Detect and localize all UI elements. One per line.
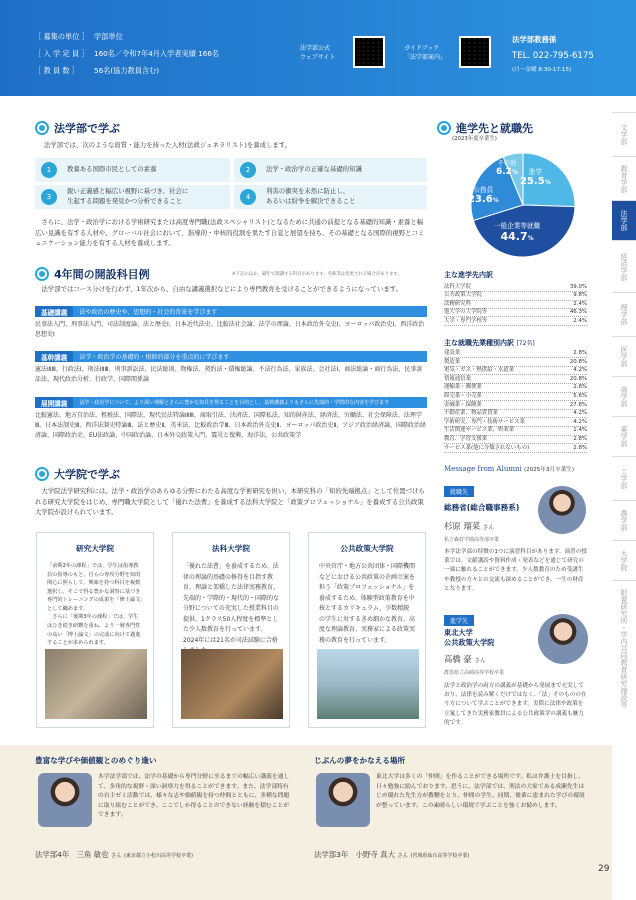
tab-item[interactable]: 経済学部 [612, 240, 636, 292]
bottom-panel [0, 745, 612, 900]
tab-item[interactable]: 理学部 [612, 292, 636, 336]
section-title-grad: 大学院で学ぶ [35, 466, 120, 482]
pie-label: 進学 25.5% [520, 168, 551, 187]
stat-row: 金融業・保険業 27.8% [444, 402, 587, 410]
point-item: 1 教養ある国際市民としての素養 [35, 158, 230, 182]
bottom-right-person: 法学部3年 小野寺 真大 さん (宮城県仙台高等学校卒業) [314, 850, 470, 859]
bottom-right-title: じぶんの夢をかなえる場所 [314, 756, 406, 765]
info-row: ［ 教 員 数 ］ 56名(協力教員含む) [34, 66, 160, 75]
stat-row: 運輸業・郵便業 2.8% [444, 384, 587, 392]
tab-item[interactable]: 歯学部 [612, 376, 636, 416]
bullet-icon [35, 467, 49, 481]
alumni-school: 群馬県立高崎高等学校卒業 [444, 670, 505, 676]
advance-title: 主な進学先内訳 [444, 271, 493, 279]
stat-row: 情報通信業 20.8% [444, 376, 587, 384]
bottom-left-body: 本学法学部では、法学の基礎から専門分野に至るまでの幅広い講義を通して、多角的な視野・深い洞察力を得ることができます。また、法学部特有の自主ゼミ活動では、様々な志や価値観を持つ仲間とともに、多種な問題に取り組むことができ、ここでしか得ることのできない経験を積むことができます。 [98, 774, 290, 819]
pie-label: 一般企業等就職 44.7% [494, 222, 541, 243]
block-body: 比較憲法、地方自治法、租税法、国際法、現代民法特論ⅠⅡⅢ、商取引法、決済法、国際私法、知的財産法、経済法、労働法、社会保障法、法理学Ⅲ、日本法制史Ⅲ、西洋法制史特論Ⅲ、法と歴史Ⅱ、英米法、比較政治学Ⅲ、日本政治外交史Ⅱ、ヨーロッパ政治史Ⅱ、アジア政治経済論、国際政治経済論、国際政治史、EU法政論、中国政治論、日本外交政策入門、震災と復興、海洋法、公共政策学 [35, 412, 427, 439]
info-row: ［ 募集の単位 ］ 学部単位 [34, 32, 123, 41]
section-title-career: 進学先と就職先 [437, 120, 533, 136]
block-bar: 基幹講義 法学・政治学の基礎的・根幹的部分を重点的に学びます [35, 351, 427, 362]
alumni-school: 私立森村学園高等部卒業 [444, 537, 500, 543]
qr2-label: ガイドブック 「法学部案内」 [404, 45, 447, 61]
stat-row: 電気・ガス・熱供給・水道業 4.2% [444, 367, 587, 375]
classroom-photo [45, 649, 147, 719]
stat-row: 他大学の大学院等 46.3% [444, 309, 587, 317]
learn-intro: 法学部では、次のような資質・能力を持った人材(法政ジェネラリスト)を養成します。 [44, 141, 292, 149]
subjects-intro: 法学部ではコース分けを行わず、1年次から、自由な講義選択などにより専門教育を受けることができるようになっています。 [35, 285, 402, 293]
pie-label: その他 6.2% [496, 160, 518, 177]
alumni-message: 法学と政治学の両方の講義が基礎から発展まで充実しており、法律を読み解くだけではなく、「法」そのものの在り方について学ぶことができます。実際に法律や政策を立案してきた実務家教員による公共政策学の講義も魅力的です。 [444, 683, 587, 726]
alumni-name: 高橋 豪 さん [444, 654, 486, 664]
grad-card: 研究大学院 「前期2年の課程」では、学生は指導教員の指導のもと、自らの専攻分野を知的関心に照らして、興味を持つ科目を複数選択し、そこで得る豊かな洞察に基づき専門的トレーニングの成果を「修士論文」として纏めます。 さらに「後期3年の課程」では、学生はひき続き研鑽を重ね、より一層専門性の高い「博士論文」の完成に向けて邁進することが求められます。 [36, 532, 154, 728]
block-body: 民事法入門、刑事法入門、司法制度論、法と歴史Ⅰ、日本近代法史、比較法社会論、法学の理論、日本政治外交史Ⅰ、ヨーロッパ政治史Ⅰ、西洋政治思想史Ⅰ [35, 321, 425, 338]
tab-item[interactable]: 薬学部 [612, 416, 636, 456]
stat-row: 大学・専門学校等 2.4% [444, 318, 587, 326]
qr-code-guidebook[interactable] [459, 36, 491, 68]
stat-row: 不動産業、物品賃貸業 4.2% [444, 410, 587, 418]
stat-row: 製造業 20.8% [444, 359, 587, 367]
bullet-icon [437, 121, 451, 135]
point-item: 3 鋭い正義感と幅広い視野に基づき、社会に 生起する問題を発見かつ分析できること [35, 185, 230, 209]
stat-row: 生活関連サービス業、娯楽業 1.4% [444, 427, 587, 435]
fieldwork-photo [317, 649, 419, 719]
grad-card: 公共政策大学院 中央官庁・地方公共団体・国際機関などにおける公共政策の企画立案を担う「政策プロフェッショナル」を養成するため、体験型政策教育を中核とするカリキュラム、少数精鋭の学生に対するきめ細かな教育、高度な理論教育、実務家による政策実務の教育を行っています。 [308, 532, 426, 728]
subjects-note: ※下記のほか、隔年で開講する科目があります。名称等は変更される場合があります。 [232, 272, 402, 277]
alumni-tag: 進学先 [444, 615, 474, 626]
alumni-photo [538, 614, 588, 664]
tab-item[interactable]: 大学院 [612, 540, 636, 580]
courtroom-photo [181, 649, 283, 719]
student-photo [38, 773, 92, 827]
section-title-subjects: 4年間の開設科目例 [35, 266, 150, 282]
alumni-photo [538, 486, 586, 534]
alumni-name: 杉原 瑠菜 さん [444, 521, 495, 531]
stat-row: 建設業 2.8% [444, 350, 587, 358]
block-bar: 展開講義 法学・政治学について、より深い理解とさらに豊かな知見を得ることを目的とし、基幹講義よりもさらに先端的・学際的な内容を学びます [35, 397, 427, 408]
stat-row: 公共政策大学院 9.8% [444, 292, 587, 300]
qr1-label: 法学部公式 ウェブサイト [300, 45, 336, 61]
tab-item[interactable]: 工学部 [612, 456, 636, 500]
info-row: ［ 入 学 定 員 ］ 160名／令和7年4月入学者実績 166名 [34, 49, 220, 58]
tab-item[interactable]: 教育学部 [612, 156, 636, 200]
bottom-right-body: 東北大学は多くの「仲間」を作ることができる場所です。私は弁護士を目指し、日々勉強に励んでおります。思うに、法学部では、刑法の大家である成瀬先生はじめ優れた先生方が教鞭をとり、仲間の学生、同期、後輩に恵まれた学びの環境が整っています。この素晴らしい環境で学ぶことを強くお勧めします。 [376, 774, 585, 809]
stat-row: 法務研究科 2.4% [444, 301, 587, 309]
bottom-left-title: 豊富な学びや価値観とのめぐり逢い [35, 756, 157, 765]
pie-label: 公務員 23.6% [468, 186, 499, 205]
office-name: 法学部教務係 [512, 35, 557, 44]
tab-item[interactable]: 文学部 [612, 112, 636, 156]
alumni-tag: 就職先 [444, 486, 474, 497]
grad-card: 法科大学院 「優れた法曹」を養成するため、法律の理論的基礎の修得を目指す教育、理論と架橋した法律実務教育、先端的・学際的・現代的・国際的な分野についての充実した授業科目の提供、1クラス50人程度を標準とした少人数教育を行っています。2024年には21名が司法試験に合格 [172, 532, 290, 728]
point-item: 2 法学・政治学の正確な基礎的知識 [234, 158, 427, 182]
tab-item[interactable]: 農学部 [612, 500, 636, 540]
block-body: 憲法ⅠⅡⅢ、行政法Ⅰ、刑法ⅠⅡⅢ、刑事訴訟法、民法総則、物権法、契約法・債権総論、不法行為法、家族法、会社法Ⅰ、商法総論・商行為法、民事訴訟法、現代政治分析、行政学、国際関係論 [35, 366, 423, 383]
tab-item[interactable]: 附置研究所・学内共同教育研究施設等 [612, 580, 636, 716]
office-hours: (月～金曜 8:30-17:15) [512, 67, 572, 73]
header-band [0, 0, 636, 96]
stat-row: サービス業(他に分類されないもの) 2.8% [444, 445, 587, 453]
career-year: (2023年度卒業生) [452, 136, 497, 142]
bullet-icon [35, 121, 49, 135]
stat-row: 学術研究、専門・技術サービス業 4.2% [444, 419, 587, 427]
stat-row: 法科大学院 39.0% [444, 284, 587, 292]
bottom-left-person: 法学部4年 三角 敏也 さん (東京都立小松川高等学校卒業) [35, 850, 193, 859]
tab-item[interactable]: 法学部 [612, 200, 636, 240]
student-photo [316, 773, 370, 827]
alumni-org: 東北大学 公共政策大学院 [444, 628, 495, 648]
industry-title: 主な就職先業種別内訳 [72名] [444, 339, 535, 347]
alumni-org: 総務省(総合職事務系) [444, 503, 520, 512]
alumni-title: Message from Alumni (2025年3月卒業生) [444, 465, 575, 473]
block-bar: 基礎講義 法や政治の歴史や、思想的・社会的背景を学びます [35, 306, 427, 317]
stat-row: 卸売業・小売業 5.6% [444, 393, 587, 401]
bullet-icon [35, 267, 49, 281]
point-item: 4 利害の衝突を未然に防止し、 あるいは紛争を解決できること [234, 185, 427, 209]
section-title-learn: 法学部で学ぶ [35, 120, 120, 136]
tab-item[interactable]: 医学部 [612, 336, 636, 376]
grad-intro: 大学院法学研究科には、法学・政治学のあらゆる分野にわたる高度な学術研究を担い、本研究科の「知的先端拠点」として位置づけられる研究大学院をはじめ、専門職大学院として「優れた法曹」を養成する法科大学院と「政策プロフェッショナル」を養成する公共政策大学院が設けられています。 [35, 487, 425, 517]
office-tel[interactable]: TEL. 022-795-6175 [512, 51, 594, 61]
page-number: 29 [598, 864, 610, 874]
learn-paragraph: さらに、法学・政治学における学術研究または高度専門職(法政スペシャリスト)となるために共通の前提となる基礎的知識・素養と幅広い見識を有する人材や、グローバル社会において、指導的・中核的役割を果たす自覚と展望を持ち、その基礎となる国際的視野とコミュニケーション能力を有する人材を養成します。 [35, 218, 425, 248]
qr-code-website[interactable] [353, 36, 385, 68]
alumni-message: 本学法学部の特徴の1つに演習科目があります。演習の授業では、文献講読や資料作成・発表などを通じて研究の一端に触れることができます。少人数教育のため受講生や教授の方々との交流も深めることができ、一生の財産となります。 [444, 549, 587, 592]
stat-row: 教育、学習支援業 2.8% [444, 436, 587, 444]
